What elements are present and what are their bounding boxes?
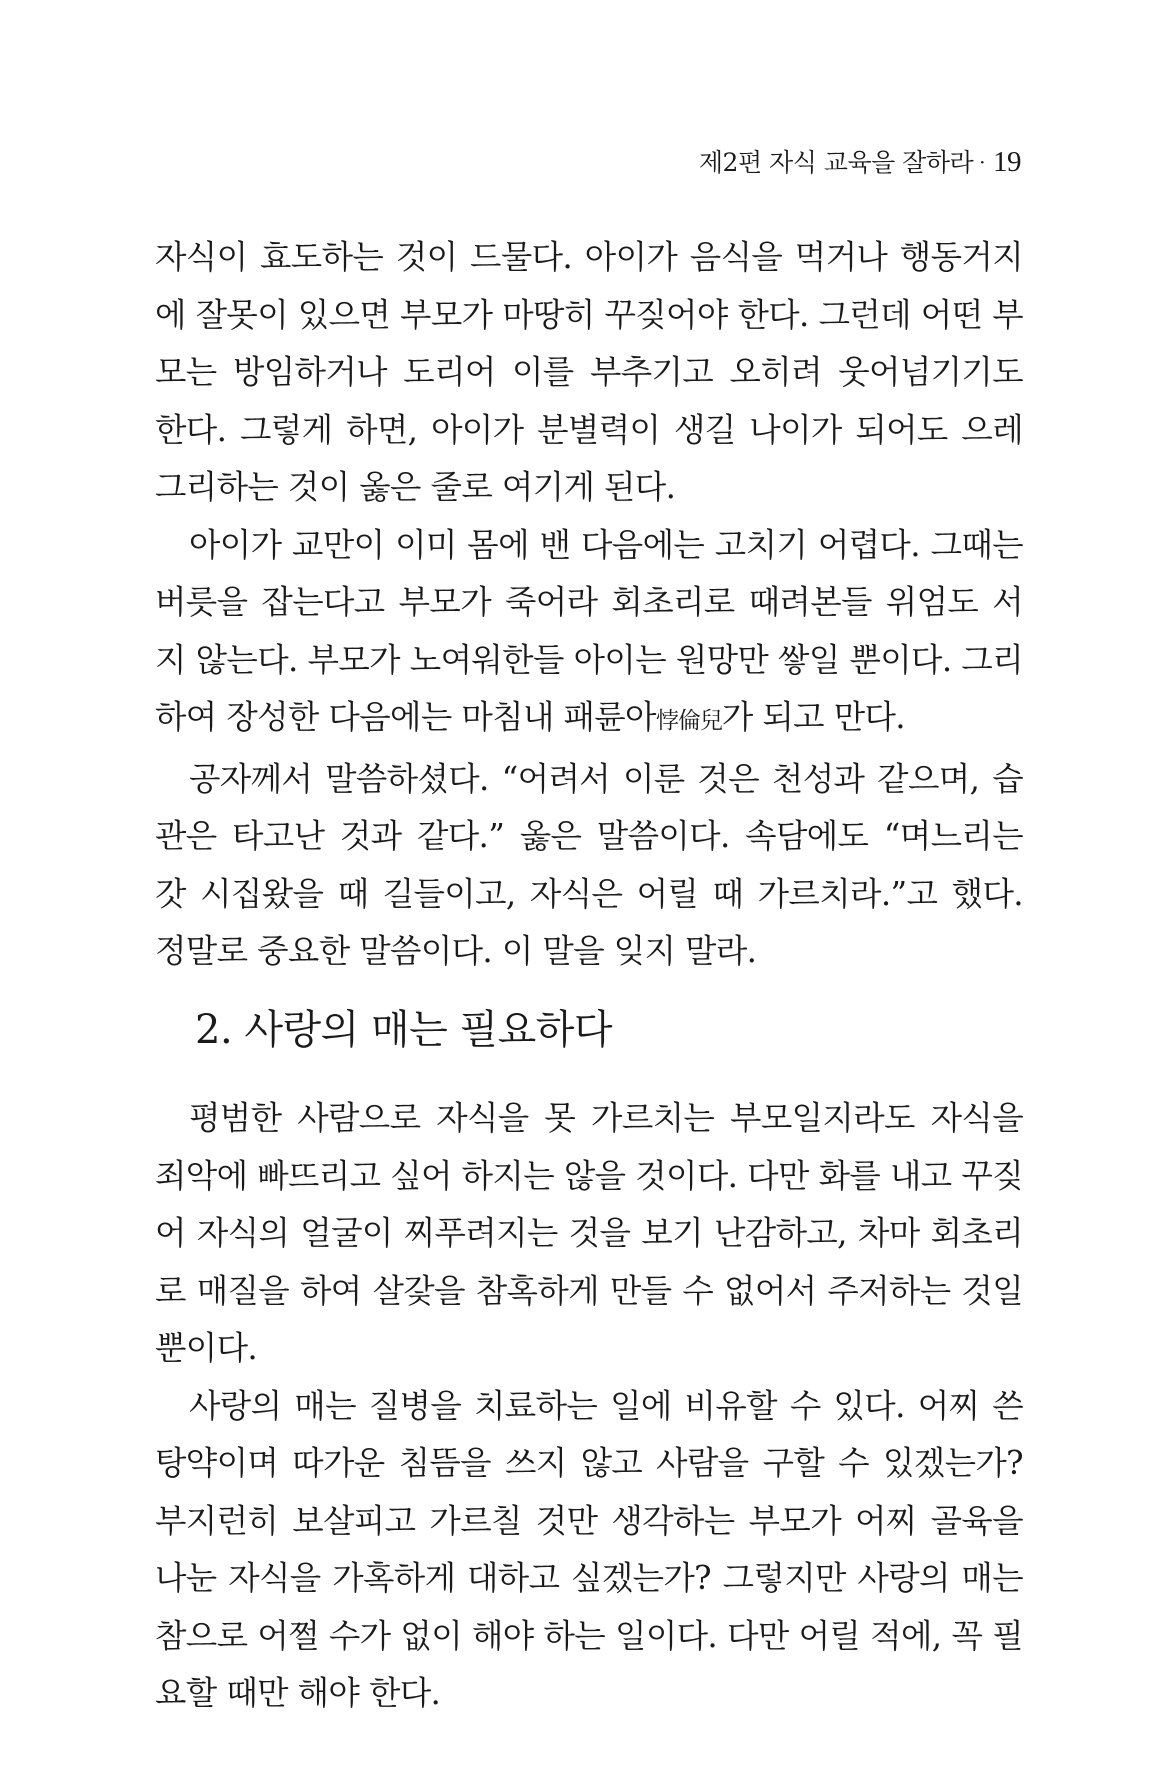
section-1-body	[155, 229, 1023, 981]
running-header	[699, 146, 1021, 179]
paragraph	[155, 517, 1023, 751]
section-2-body	[155, 1090, 1023, 1723]
paragraph: 사랑의 매는 질병을 치료하는 일에 비유할 수 있다. 어찌 쓴 탕약이며 따가운 침뜸을 쓰지 않고 사람을 구할 수 있겠는가? 부지런히 보살피고 가르칠 것만 생각하는 부모가 어찌 골육을 나눈 자식을 가혹하게 대하고 싶겠는가? 그렇지만 사랑의 매는 참으로 어쩔 수가 없이 해야 하는 일이다. 다만 어릴 적에, 꼭 필요할 때만 해야 한다.	[155, 1386, 1023, 1712]
paragraph: 평범한 사람으로 자식을 못 가르치는 부모일지라도 자식을 죄악에 빠뜨리고 싶어 하지는 않을 것이다. 다만 화를 내고 꾸짖어 자식의 얼굴이 찌푸려지는 것을 보기 난감하고, 차마 회초리로 매질을 하여 살갗을 참혹하게 만들 수 없어서 주저하는 것일 뿐이다.	[155, 1099, 1023, 1367]
page-number: 19	[993, 146, 1021, 178]
header-separator: ·	[979, 150, 985, 174]
running-title: 제2편 자식 교육을 잘하라	[698, 148, 974, 177]
paragraph: 공자께서 말씀하셨다. “어려서 이룬 것은 천성과 같으며, 습관은 타고난 것과 같다.” 옳은 말씀이다. 속담에도 “며느리는 갓 시집왔을 때 길들이고, 자식은 어릴 때 가르치라.”고 했다. 정말로 중요한 말씀이다. 이 말을 잊지 말라.	[155, 759, 1023, 970]
paragraph: 자식이 효도하는 것이 드물다. 아이가 음식을 먹거나 행동거지에 잘못이 있으면 부모가 마땅히 꾸짖어야 한다. 그런데 어떤 부모는 방임하거나 도리어 이를 부추기고 오히려 웃어넘기기도 한다. 그렇게 하면, 아이가 분별력이 생길 나이가 되어도 으레 그리하는 것이 옳은 줄로 여기게 된다.	[155, 238, 1023, 506]
paragraph-text: 가 되고 만다.	[721, 698, 906, 736]
section-heading: 2. 사랑의 매는 필요하다	[195, 1007, 613, 1053]
paragraph-text: 아이가 교만이 이미 몸에 밴 다음에는 고치기 어렵다. 그때는 버릇을 잡는다고 부모가 죽어라 회초리로 때려본들 위엄도 서지 않는다. 부모가 노여워한들 아이는 원망만 쌓일 뿐이다. 그리하여 장성한 다음에는 마침내 패륜아	[155, 525, 1023, 736]
hanja-annotation: 悖倫兒	[655, 708, 722, 734]
